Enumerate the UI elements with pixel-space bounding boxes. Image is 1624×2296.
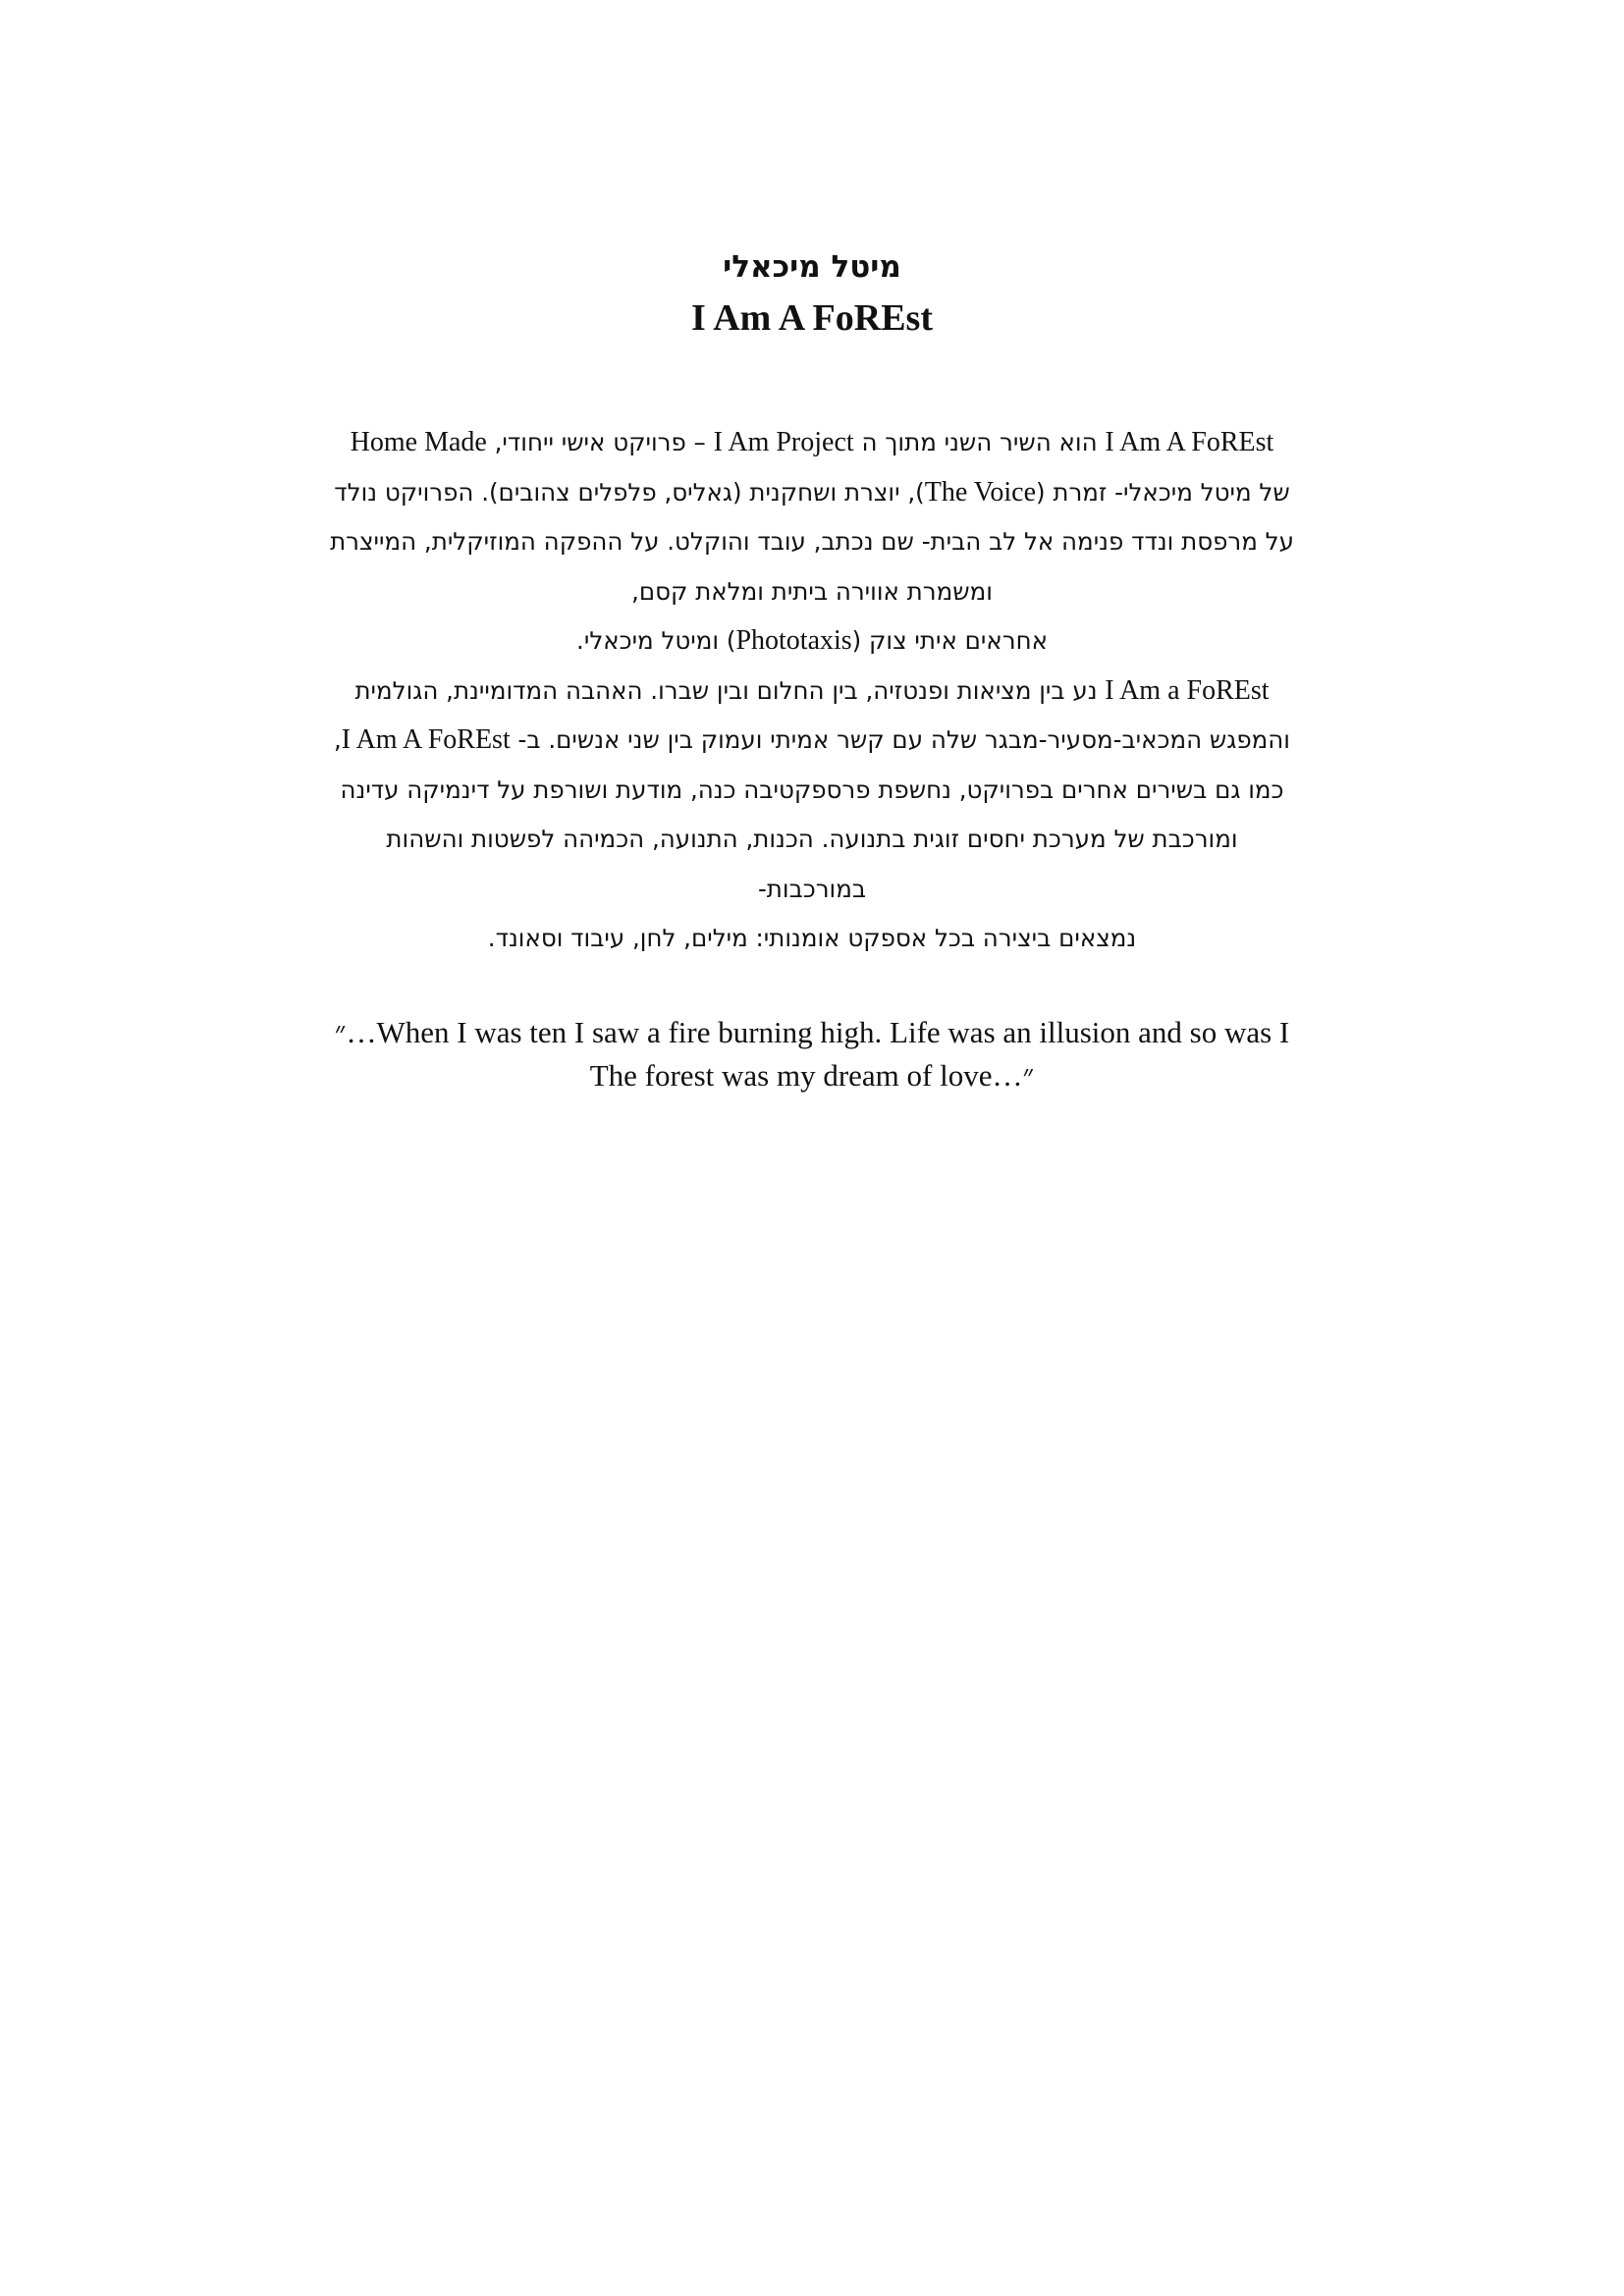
body-line-6-text: נע בין מציאות ופנטזיה, בין החלום ובין שברו. האהבה המדומיינת, הגולמית: [354, 675, 1106, 705]
the-voice-inline: The Voice: [924, 476, 1036, 507]
quote-line-2: The forest was my dream of love…״: [589, 1058, 1035, 1093]
song-name-inline: I Am A FoREst: [1105, 427, 1274, 457]
body-line-11: נמצאים ביצירה בכל אספקט אומנותי: מילים, לחן, עיבוד וסאונד.: [487, 924, 1137, 952]
body-line-5: [250, 616, 1374, 667]
song-name-inline-3: I Am A FoREst: [341, 724, 511, 755]
body-line-7-text-a: והמפגש המכאיב-מסעיר-מבגר שלה עם קשר אמיתי ועמוק בין שני אנשים. ב-: [510, 725, 1290, 754]
phototaxis-inline: Phototaxis: [735, 625, 852, 656]
author-name: מיטל מיכאלי: [723, 249, 901, 285]
body-line-8: כמו גם בשירים אחרים בפרויקט, נחשפת פרספקטיבה כנה, מודעת ושורפת על דינמיקה עדינה: [340, 774, 1284, 804]
description-paragraph: [250, 418, 1374, 964]
body-line-9: ומורכבת של מערכת יחסים זוגית בתנועה. הכנות, התנועה, הכמיהה לפשטות והשהות: [386, 825, 1238, 853]
body-line-7-comma: ,: [334, 725, 342, 754]
body-line-1: [250, 418, 1374, 468]
body-line-1-text-b: – פרויקט אישי ייחודי,: [486, 428, 714, 456]
body-line-3: על מרפסת ונדד פנימה אל לב הבית- שם נכתב, עובד והוקלט. על ההפקה המוזיקלית, המייצרת: [330, 527, 1294, 556]
song-name-inline-2: I Am a FoREst: [1105, 674, 1270, 706]
body-line-4: ומשמרת אווירה ביתית ומלאת קסם,: [631, 576, 993, 606]
project-name-inline: I Am Project: [713, 427, 854, 457]
body-line-5-text-b: ) ומיטל מיכאלי.: [576, 626, 736, 655]
body-line-7: [250, 716, 1374, 766]
document-header: [0, 245, 1624, 347]
body-line-1-text-a: הוא השיר השני מתוך ה: [853, 428, 1106, 456]
body-line-6: [250, 667, 1374, 717]
song-title: I Am A FoREst: [691, 297, 933, 339]
quote-line-1: ״…When I was ten I saw a fire burning high. Life was an illusion and so was I: [334, 1015, 1290, 1049]
body-line-2-text-a: של מיטל מיכאלי- זמרת (: [1036, 477, 1290, 507]
home-made-inline: Home Made: [350, 427, 487, 457]
body-line-2: [250, 468, 1374, 518]
body-line-5-text-a: אחראים איתי צוק (: [851, 626, 1048, 655]
lyrics-quote: [0, 1011, 1624, 1097]
body-line-10: במורכבות-: [757, 874, 867, 903]
body-line-2-text-b: ), יוצרת ושחקנית (גאליס, פלפלים צהובים). הפרויקט נולד: [334, 477, 925, 507]
